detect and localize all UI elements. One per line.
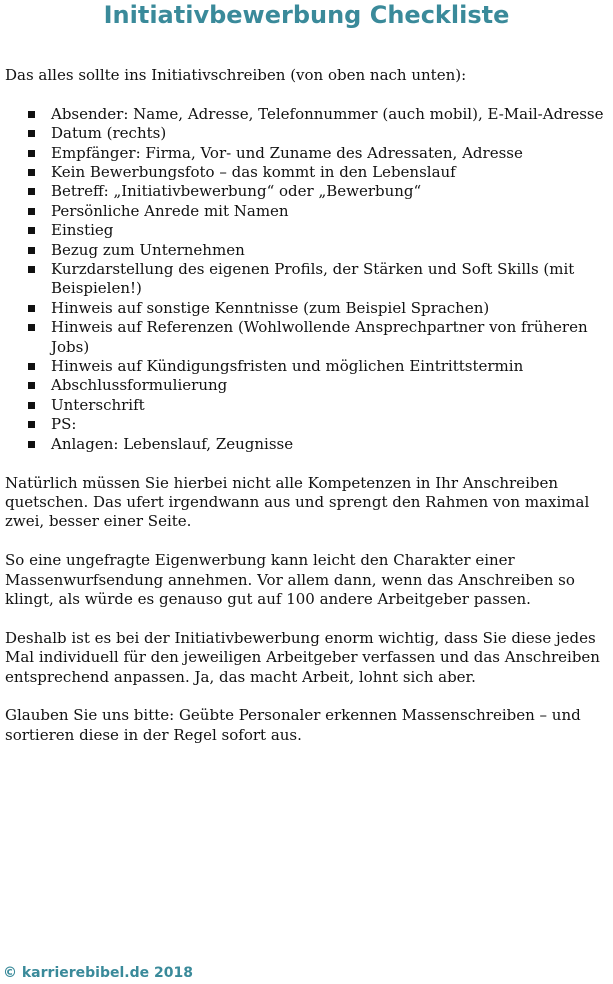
square-bullet-icon bbox=[28, 382, 35, 389]
checklist-item-text: Absender: Name, Adresse, Telefonnummer (auch mobil), E-Mail-Adresse bbox=[51, 104, 604, 123]
copyright-footer: © karrierebibel.de 2018 bbox=[3, 965, 193, 981]
checklist-item bbox=[5, 182, 608, 201]
checklist-item bbox=[5, 260, 608, 299]
checklist-item-text: Einstieg bbox=[51, 221, 114, 240]
checklist-item-text: Hinweis auf sonstige Kenntnisse (zum Beispiel Sprachen) bbox=[51, 298, 490, 317]
checklist-item bbox=[5, 318, 608, 357]
checklist-item-text: PS: bbox=[51, 415, 77, 434]
paragraph: Glauben Sie uns bitte: Geübte Personaler erkennen Massenschreiben – und sortieren diese in der Regel sofort aus. bbox=[5, 706, 581, 744]
checklist-item bbox=[5, 202, 608, 221]
checklist-item bbox=[5, 105, 608, 124]
checklist-item bbox=[5, 376, 608, 395]
checklist-item-text: Datum (rechts) bbox=[51, 124, 167, 143]
square-bullet-icon bbox=[28, 305, 35, 312]
intro-text: Das alles sollte ins Initiativschreiben (von oben nach unten): bbox=[5, 66, 467, 84]
checklist-item bbox=[5, 299, 608, 318]
checklist-item bbox=[5, 357, 608, 376]
square-bullet-icon bbox=[28, 150, 35, 157]
checklist-item-text: Kein Bewerbungsfoto – das kommt in den Lebenslauf bbox=[51, 163, 456, 182]
square-bullet-icon bbox=[28, 130, 35, 137]
checklist-item bbox=[5, 435, 608, 454]
checklist-item-text: Empfänger: Firma, Vor- und Zuname des Adressaten, Adresse bbox=[51, 143, 523, 162]
paragraph: So eine ungefragte Eigenwerbung kann leicht den Charakter einer Massenwurfsendung annehmen. Vor allem dann, wenn das Anschreiben so klingt, als würde es genauso gut auf 100 andere Arbeitgeber passen. bbox=[5, 551, 575, 608]
square-bullet-icon bbox=[28, 363, 35, 370]
checklist-item bbox=[5, 124, 608, 143]
document-body bbox=[5, 66, 608, 765]
checklist bbox=[5, 105, 608, 454]
square-bullet-icon bbox=[28, 188, 35, 195]
checklist-item-text: Unterschrift bbox=[51, 395, 145, 414]
square-bullet-icon bbox=[28, 208, 35, 215]
checklist-item bbox=[5, 144, 608, 163]
square-bullet-icon bbox=[28, 441, 35, 448]
checklist-item-text: Betreff: „Initiativbewerbung“ oder „Bewerbung“ bbox=[51, 182, 422, 201]
square-bullet-icon bbox=[28, 421, 35, 428]
checklist-item-text: Kurzdarstellung des eigenen Profils, der Stärken und Soft Skills (mit Beispielen!) bbox=[51, 260, 575, 298]
square-bullet-icon bbox=[28, 266, 35, 273]
checklist-item-text: Hinweis auf Referenzen (Wohlwollende Ansprechpartner von früheren Jobs) bbox=[51, 318, 588, 356]
checklist-item bbox=[5, 221, 608, 240]
checklist-item-text: Abschlussformulierung bbox=[51, 376, 228, 395]
checklist-item bbox=[5, 163, 608, 182]
square-bullet-icon bbox=[28, 402, 35, 409]
checklist-item-text: Anlagen: Lebenslauf, Zeugnisse bbox=[51, 434, 294, 453]
checklist-item bbox=[5, 415, 608, 434]
checklist-item-text: Bezug zum Unternehmen bbox=[51, 240, 245, 259]
checklist-item-text: Persönliche Anrede mit Namen bbox=[51, 201, 289, 220]
paragraph: Natürlich müssen Sie hierbei nicht alle Kompetenzen in Ihr Anschreiben quetschen. Das ufert irgendwann aus und sprengt den Rahmen von maximal zwei, besser einer Seite. bbox=[5, 473, 590, 531]
checklist-item bbox=[5, 396, 608, 415]
square-bullet-icon bbox=[28, 169, 35, 176]
square-bullet-icon bbox=[28, 227, 35, 234]
page-title: Initiativbewerbung Checkliste bbox=[103, 1, 510, 29]
square-bullet-icon bbox=[28, 247, 35, 254]
square-bullet-icon bbox=[28, 111, 35, 118]
checklist-item bbox=[5, 241, 608, 260]
checklist-item-text: Hinweis auf Kündigungsfristen und möglichen Eintrittstermin bbox=[51, 357, 524, 376]
paragraph: Deshalb ist es bei der Initiativbewerbung enorm wichtig, dass Sie diese jedes Mal individuell für den jeweiligen Arbeitgeber verfassen und das Anschreiben entsprechend anpassen. Ja, das macht Arbeit, lohnt sich aber. bbox=[5, 628, 600, 686]
square-bullet-icon bbox=[28, 324, 35, 331]
